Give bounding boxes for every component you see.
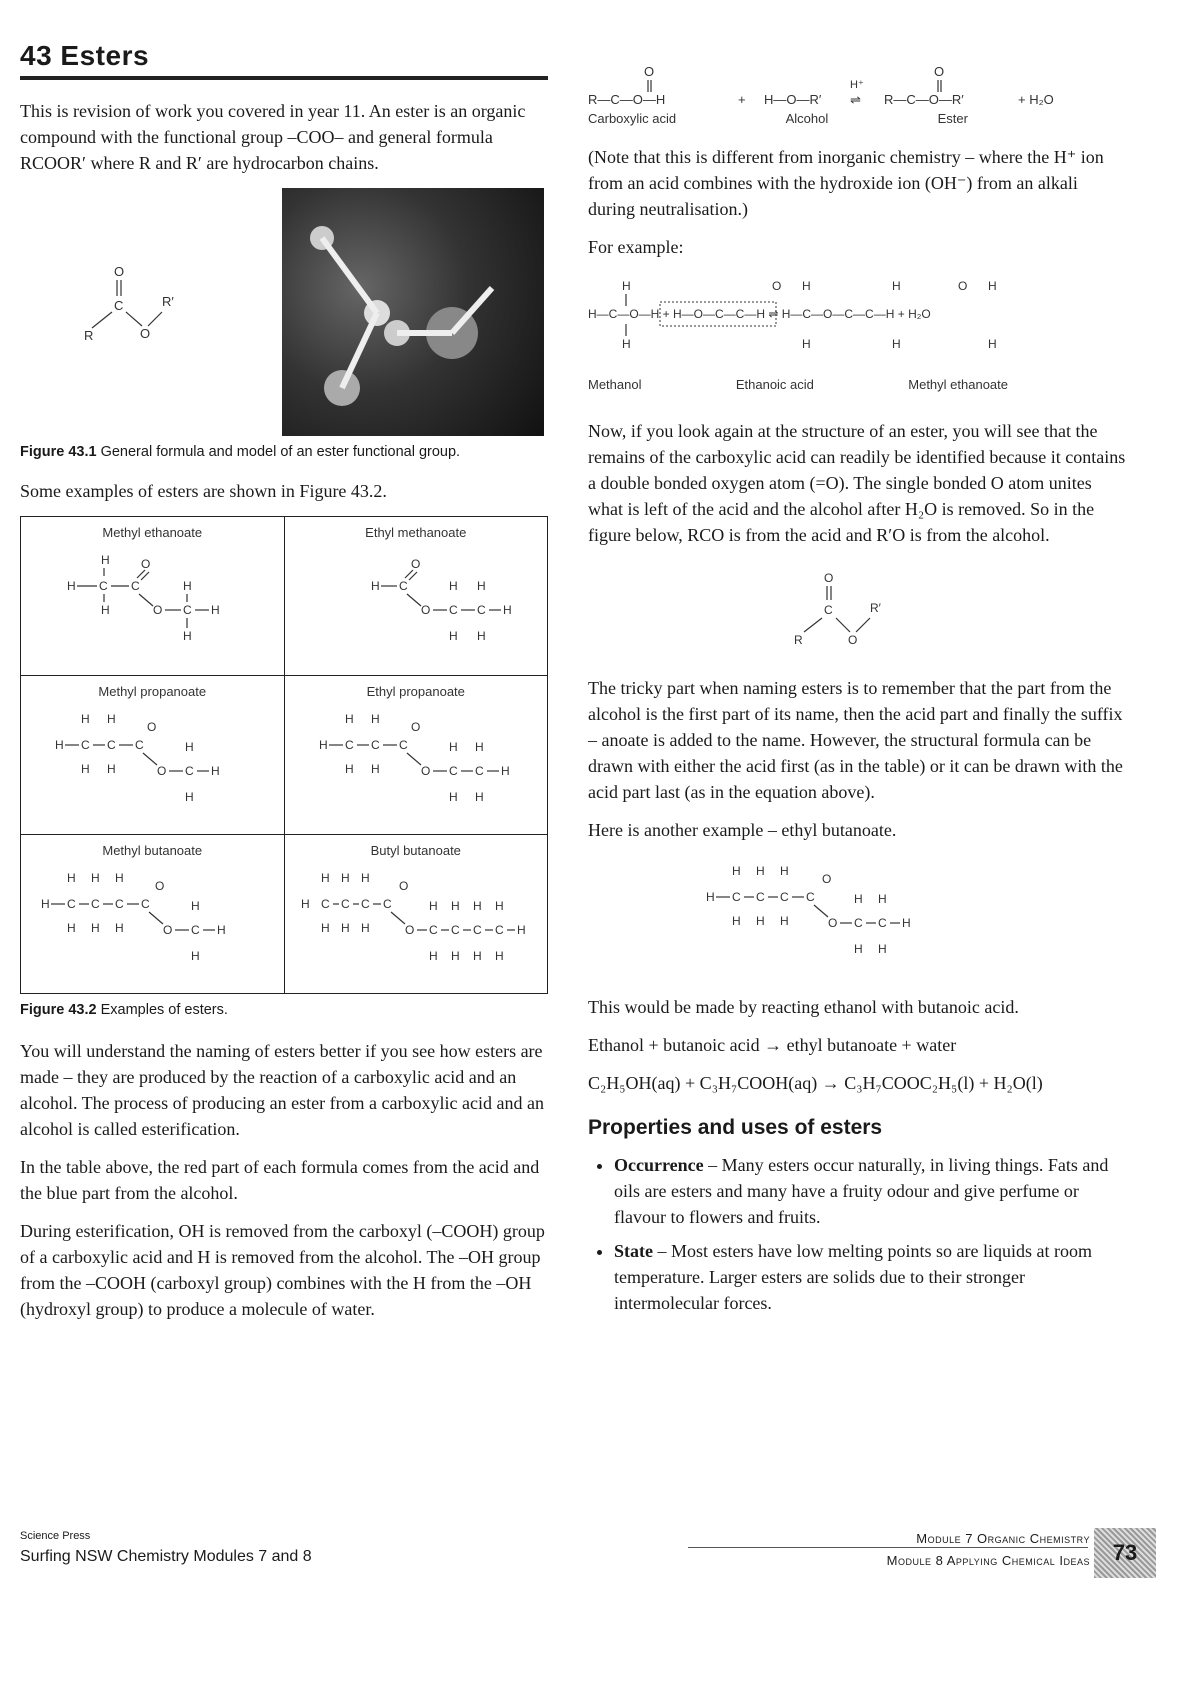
svg-text:H: H xyxy=(115,921,124,935)
svg-text:+: + xyxy=(738,92,746,106)
svg-text:O: O xyxy=(828,916,838,930)
for-example-text: For example: xyxy=(588,237,684,257)
svg-text:H: H xyxy=(448,740,458,754)
svg-text:H: H xyxy=(756,914,765,928)
svg-text:H: H xyxy=(706,890,715,904)
svg-text:O: O xyxy=(157,764,167,778)
footer-left xyxy=(20,1530,312,1566)
svg-text:H: H xyxy=(191,949,200,963)
svg-text:R: R xyxy=(84,328,94,343)
svg-text:C: C xyxy=(340,897,350,911)
svg-text:H: H xyxy=(878,892,887,906)
general-formula-structure xyxy=(20,188,220,436)
svg-text:H: H xyxy=(191,899,200,913)
svg-text:C: C xyxy=(67,897,76,911)
svg-text:H: H xyxy=(211,764,220,778)
svg-text:H: H xyxy=(41,897,50,911)
svg-text:H: H xyxy=(67,871,76,885)
svg-text:H: H xyxy=(494,899,504,913)
methyl-ethanoate-reaction xyxy=(588,272,1128,372)
svg-text:O: O xyxy=(163,923,173,937)
svg-text:H: H xyxy=(494,949,504,963)
svg-text:O: O xyxy=(848,633,858,647)
table-cell-methyl-butanoate: Methyl butanoate H H H O H C C C C H H H O C H H H xyxy=(21,835,285,994)
svg-text:C: C xyxy=(398,738,408,752)
svg-text:O: O xyxy=(404,923,415,937)
svg-text:C: C xyxy=(135,738,144,752)
svg-text:C: C xyxy=(382,897,392,911)
svg-text:⇌: ⇌ xyxy=(850,92,861,106)
svg-text:C: C xyxy=(81,738,90,752)
made-by-paragraph: This would be made by reacting ethanol with butanoic acid. xyxy=(588,997,1019,1017)
example-labels: Methanol Ethanoic acid Methyl ethanoate xyxy=(588,377,1008,392)
methyl-propanoate-structure xyxy=(37,703,267,813)
svg-text:O: O xyxy=(420,603,431,617)
svg-text:H: H xyxy=(320,921,330,935)
svg-text:H: H xyxy=(370,762,380,776)
svg-text:R—C—O—R′: R—C—O—R′ xyxy=(884,92,964,106)
svg-text:H: H xyxy=(217,923,226,937)
svg-text:C: C xyxy=(183,603,192,617)
methyl-ethanoate-structure xyxy=(37,544,267,654)
svg-text:H: H xyxy=(300,897,310,911)
svg-text:C: C xyxy=(732,890,741,904)
svg-text:H: H xyxy=(476,629,486,643)
svg-text:H: H xyxy=(320,871,330,885)
svg-text:C: C xyxy=(448,603,458,617)
figure-43-1-caption: Figure 43.1 General formula and model of an ester functional group. xyxy=(20,444,461,460)
svg-text:C: C xyxy=(854,916,863,930)
svg-text:H: H xyxy=(892,279,901,293)
svg-text:C: C xyxy=(114,298,124,313)
note-paragraph: (Note that this is different from inorganic chemistry – where the H⁺ ion from an acid combines with the hydroxide ion (OH⁻) from an alkali during neutralisation.) xyxy=(588,147,1104,219)
figure-43-1 xyxy=(20,188,548,436)
svg-text:H: H xyxy=(450,949,460,963)
svg-text:C: C xyxy=(141,897,150,911)
ethyl-propanoate-structure xyxy=(301,703,531,813)
svg-text:C: C xyxy=(191,923,200,937)
svg-text:H: H xyxy=(448,790,458,804)
module-7-label: Module 7 Organic Chemistry xyxy=(916,1531,1090,1546)
svg-text:H: H xyxy=(185,790,194,804)
svg-text:H: H xyxy=(67,579,76,593)
svg-text:O: O xyxy=(153,603,163,617)
svg-text:H: H xyxy=(802,279,811,293)
svg-text:C: C xyxy=(756,890,765,904)
ethyl-methanoate-structure xyxy=(301,544,531,654)
svg-text:O: O xyxy=(958,279,968,293)
svg-text:H⁺: H⁺ xyxy=(850,79,864,91)
svg-text:H: H xyxy=(370,579,380,593)
svg-text:H: H xyxy=(428,949,438,963)
svg-text:C: C xyxy=(360,897,370,911)
svg-text:R—C—O—H: R—C—O—H xyxy=(588,92,666,106)
svg-text:H: H xyxy=(892,337,901,351)
svg-text:R′: R′ xyxy=(870,601,881,615)
svg-text:H: H xyxy=(988,337,997,351)
properties-heading: Properties and uses of esters xyxy=(588,1116,883,1139)
svg-text:H: H xyxy=(344,712,354,726)
svg-text:C: C xyxy=(824,603,833,617)
svg-text:O: O xyxy=(410,720,421,734)
figure-43-2-caption: Figure 43.2 Examples of esters. xyxy=(20,1002,228,1018)
svg-text:C: C xyxy=(91,897,100,911)
svg-text:O: O xyxy=(772,279,782,293)
list-item: • Occurrence – Many esters occur naturally, in living things. Fats and oils are esters and many have a fruity odour and give perfume or flavour to flowers and fruits. xyxy=(614,1152,1128,1230)
page-title: 43 Esters xyxy=(20,40,150,71)
svg-text:H: H xyxy=(115,871,124,885)
examples-paragraph: Some examples of esters are shown in Figure 43.2. xyxy=(20,481,387,501)
svg-text:H: H xyxy=(732,914,741,928)
svg-text:C: C xyxy=(878,916,887,930)
svg-text:H: H xyxy=(902,916,911,930)
svg-text:H: H xyxy=(340,921,350,935)
svg-text:H: H xyxy=(732,864,741,878)
svg-text:H: H xyxy=(428,899,438,913)
svg-text:H: H xyxy=(101,603,110,617)
ethyl-butanoate-structure xyxy=(588,855,1128,975)
svg-text:H: H xyxy=(370,712,380,726)
svg-text:H: H xyxy=(55,738,64,752)
svg-text:C: C xyxy=(115,897,124,911)
svg-text:H: H xyxy=(474,790,484,804)
svg-text:H—O—R′: H—O—R′ xyxy=(764,92,822,106)
svg-text:H: H xyxy=(474,740,484,754)
svg-text:H: H xyxy=(878,942,887,956)
footer-right xyxy=(887,1528,1090,1572)
svg-text:C: C xyxy=(131,579,140,593)
structure-paragraph: Now, if you look again at the structure of an ester, you will see that the remains of the carboxylic acid can readily be identified because it contains a double bonded oxygen atom (=O). The single bonded O atom unites what is left of the acid and the alcohol after H₂O is removed. So in the figure below, RCO is from the acid and R′O is from the alcohol. xyxy=(588,421,1126,545)
svg-text:H: H xyxy=(854,942,863,956)
equation-labels: Carboxylic acid Alcohol Ester xyxy=(588,111,968,126)
properties-list xyxy=(588,1152,1128,1316)
svg-text:H: H xyxy=(802,337,811,351)
formula-equation: C₂H₅OH(aq) + C₃H₇COOH(aq) → C₃H₇COOC₂H₅(l) + H₂O(l) xyxy=(588,1073,1043,1093)
svg-text:H: H xyxy=(622,279,631,293)
svg-text:C: C xyxy=(494,923,504,937)
svg-text:H: H xyxy=(81,762,90,776)
molecule-model-image xyxy=(282,188,544,436)
svg-text:O: O xyxy=(114,264,125,279)
svg-text:H: H xyxy=(185,740,194,754)
svg-text:H: H xyxy=(107,762,116,776)
table-cell-ethyl-methanoate: Ethyl methanoate O H C O C C H H H H H xyxy=(284,517,548,676)
right-column xyxy=(588,40,1128,1324)
svg-text:H: H xyxy=(340,871,350,885)
svg-text:H: H xyxy=(318,738,328,752)
ester-rco-structure xyxy=(588,560,1128,670)
table-colour-paragraph: In the table above, the red part of each formula comes from the acid and the blue part from the alcohol. xyxy=(20,1157,540,1203)
svg-text:O: O xyxy=(155,879,165,893)
svg-text:H: H xyxy=(988,279,997,293)
svg-text:C: C xyxy=(428,923,438,937)
svg-text:H: H xyxy=(183,629,192,643)
esterification-paragraph: During esterification, OH is removed from the carboxyl (–COOH) group of a carboxylic acid and H is removed from the alcohol. The –OH group from the –COOH (carboxyl group) combines with the H from the –OH (hydroxyl group) to produce a molecule of water. xyxy=(20,1221,545,1319)
esters-examples-table xyxy=(20,516,548,994)
list-item: • State – Most esters have low melting points so are liquids at room temperature. Larger esters are solids due to their stronger intermolecular forces. xyxy=(614,1238,1128,1316)
svg-text:H: H xyxy=(472,899,482,913)
title-rule xyxy=(20,76,548,80)
svg-text:O: O xyxy=(140,326,151,341)
svg-text:H: H xyxy=(500,764,510,778)
butyl-butanoate-structure xyxy=(301,862,531,972)
svg-text:O: O xyxy=(420,764,431,778)
methyl-butanoate-structure xyxy=(37,862,267,972)
svg-text:H: H xyxy=(360,921,370,935)
ester-model-photo xyxy=(282,188,544,436)
svg-text:H: H xyxy=(91,921,100,935)
svg-text:C: C xyxy=(476,603,486,617)
table-cell-methyl-propanoate: Methyl propanoate H H O H C C C H H O C H H H xyxy=(21,676,285,835)
svg-text:H: H xyxy=(622,337,631,351)
svg-text:H: H xyxy=(448,579,458,593)
svg-text:H: H xyxy=(211,603,220,617)
svg-text:H: H xyxy=(91,871,100,885)
svg-text:O: O xyxy=(934,64,945,79)
table-cell-methyl-ethanoate: Methyl ethanoate H O H C H C O C H H H xyxy=(21,517,285,676)
svg-text:O: O xyxy=(410,557,421,571)
svg-text:H: H xyxy=(107,712,116,726)
svg-text:H: H xyxy=(183,579,192,593)
svg-text:C: C xyxy=(472,923,482,937)
svg-text:C: C xyxy=(780,890,789,904)
svg-text:H: H xyxy=(502,603,512,617)
naming-paragraph: You will understand the naming of esters better if you see how esters are made – they are produced by the reaction of a carboxylic acid and an alcohol. The process of producing an ester from a carboxylic acid and an alcohol is called esterification. xyxy=(20,1041,544,1139)
svg-text:H: H xyxy=(101,553,110,567)
intro-paragraph: This is revision of work you covered in year 11. An ester is an organic compound with the functional group –COO– and general formula RCOOR′ where R and R′ are hydrocarbon chains. xyxy=(20,101,526,173)
svg-text:C: C xyxy=(806,890,815,904)
svg-text:H: H xyxy=(360,871,370,885)
svg-text:C: C xyxy=(320,897,330,911)
svg-text:C: C xyxy=(99,579,108,593)
book-title: Surfing NSW Chemistry Modules 7 and 8 xyxy=(20,1548,312,1565)
publisher: Science Press xyxy=(20,1530,91,1542)
svg-text:C: C xyxy=(448,764,458,778)
svg-text:O: O xyxy=(398,879,409,893)
svg-text:H: H xyxy=(344,762,354,776)
svg-text:H: H xyxy=(476,579,486,593)
svg-text:C: C xyxy=(344,738,354,752)
svg-text:H: H xyxy=(854,892,863,906)
svg-text:H: H xyxy=(450,899,460,913)
svg-text:H: H xyxy=(780,914,789,928)
svg-text:H: H xyxy=(472,949,482,963)
word-equation: Ethanol + butanoic acid → ethyl butanoate + water xyxy=(588,1035,957,1055)
page-number: 73 xyxy=(1094,1528,1156,1578)
svg-text:H: H xyxy=(756,864,765,878)
svg-text:H: H xyxy=(448,629,458,643)
svg-text:O: O xyxy=(141,557,151,571)
svg-text:C: C xyxy=(370,738,380,752)
svg-text:O: O xyxy=(824,571,834,585)
svg-text:H: H xyxy=(67,921,76,935)
svg-text:R: R xyxy=(794,633,803,647)
left-column xyxy=(20,40,548,1334)
svg-text:H: H xyxy=(780,864,789,878)
svg-text:C: C xyxy=(398,579,408,593)
general-esterification-equation xyxy=(588,40,1128,106)
svg-text:C: C xyxy=(185,764,194,778)
another-example-text: Here is another example – ethyl butanoate. xyxy=(588,820,897,840)
svg-text:O: O xyxy=(147,720,157,734)
svg-text:H: H xyxy=(516,923,526,937)
table-cell-butyl-butanoate: Butyl butanoate H H H O H C C C C H H H O C C C C H H H H H H H H H xyxy=(284,835,548,994)
svg-text:C: C xyxy=(474,764,484,778)
module-8-label: Module 8 Applying Chemical Ideas xyxy=(886,1553,1090,1568)
svg-text:H—C—O—H + H—O—C—C—H ⇌ H—C—O—C—: H—C—O—H + H—O—C—C—H ⇌ H—C—O—C—C—H + H₂O xyxy=(588,307,931,321)
svg-text:+ H₂O: + H₂O xyxy=(1018,92,1054,106)
svg-text:O: O xyxy=(822,872,832,886)
svg-text:C: C xyxy=(450,923,460,937)
svg-text:C: C xyxy=(107,738,116,752)
svg-text:R′: R′ xyxy=(162,294,174,309)
tricky-paragraph: The tricky part when naming esters is to remember that the part from the alcohol is the first part of its name, then the acid part and finally the suffix – anoate is added to the name. However, the structural formula can be drawn with either the acid first (as in the table) or it can be drawn with the acid part last (as in the equation above). xyxy=(588,678,1123,802)
svg-text:O: O xyxy=(644,64,655,79)
table-cell-ethyl-propanoate: Ethyl propanoate H H O H C C C H H O C C H H H H H xyxy=(284,676,548,835)
svg-text:H: H xyxy=(81,712,90,726)
